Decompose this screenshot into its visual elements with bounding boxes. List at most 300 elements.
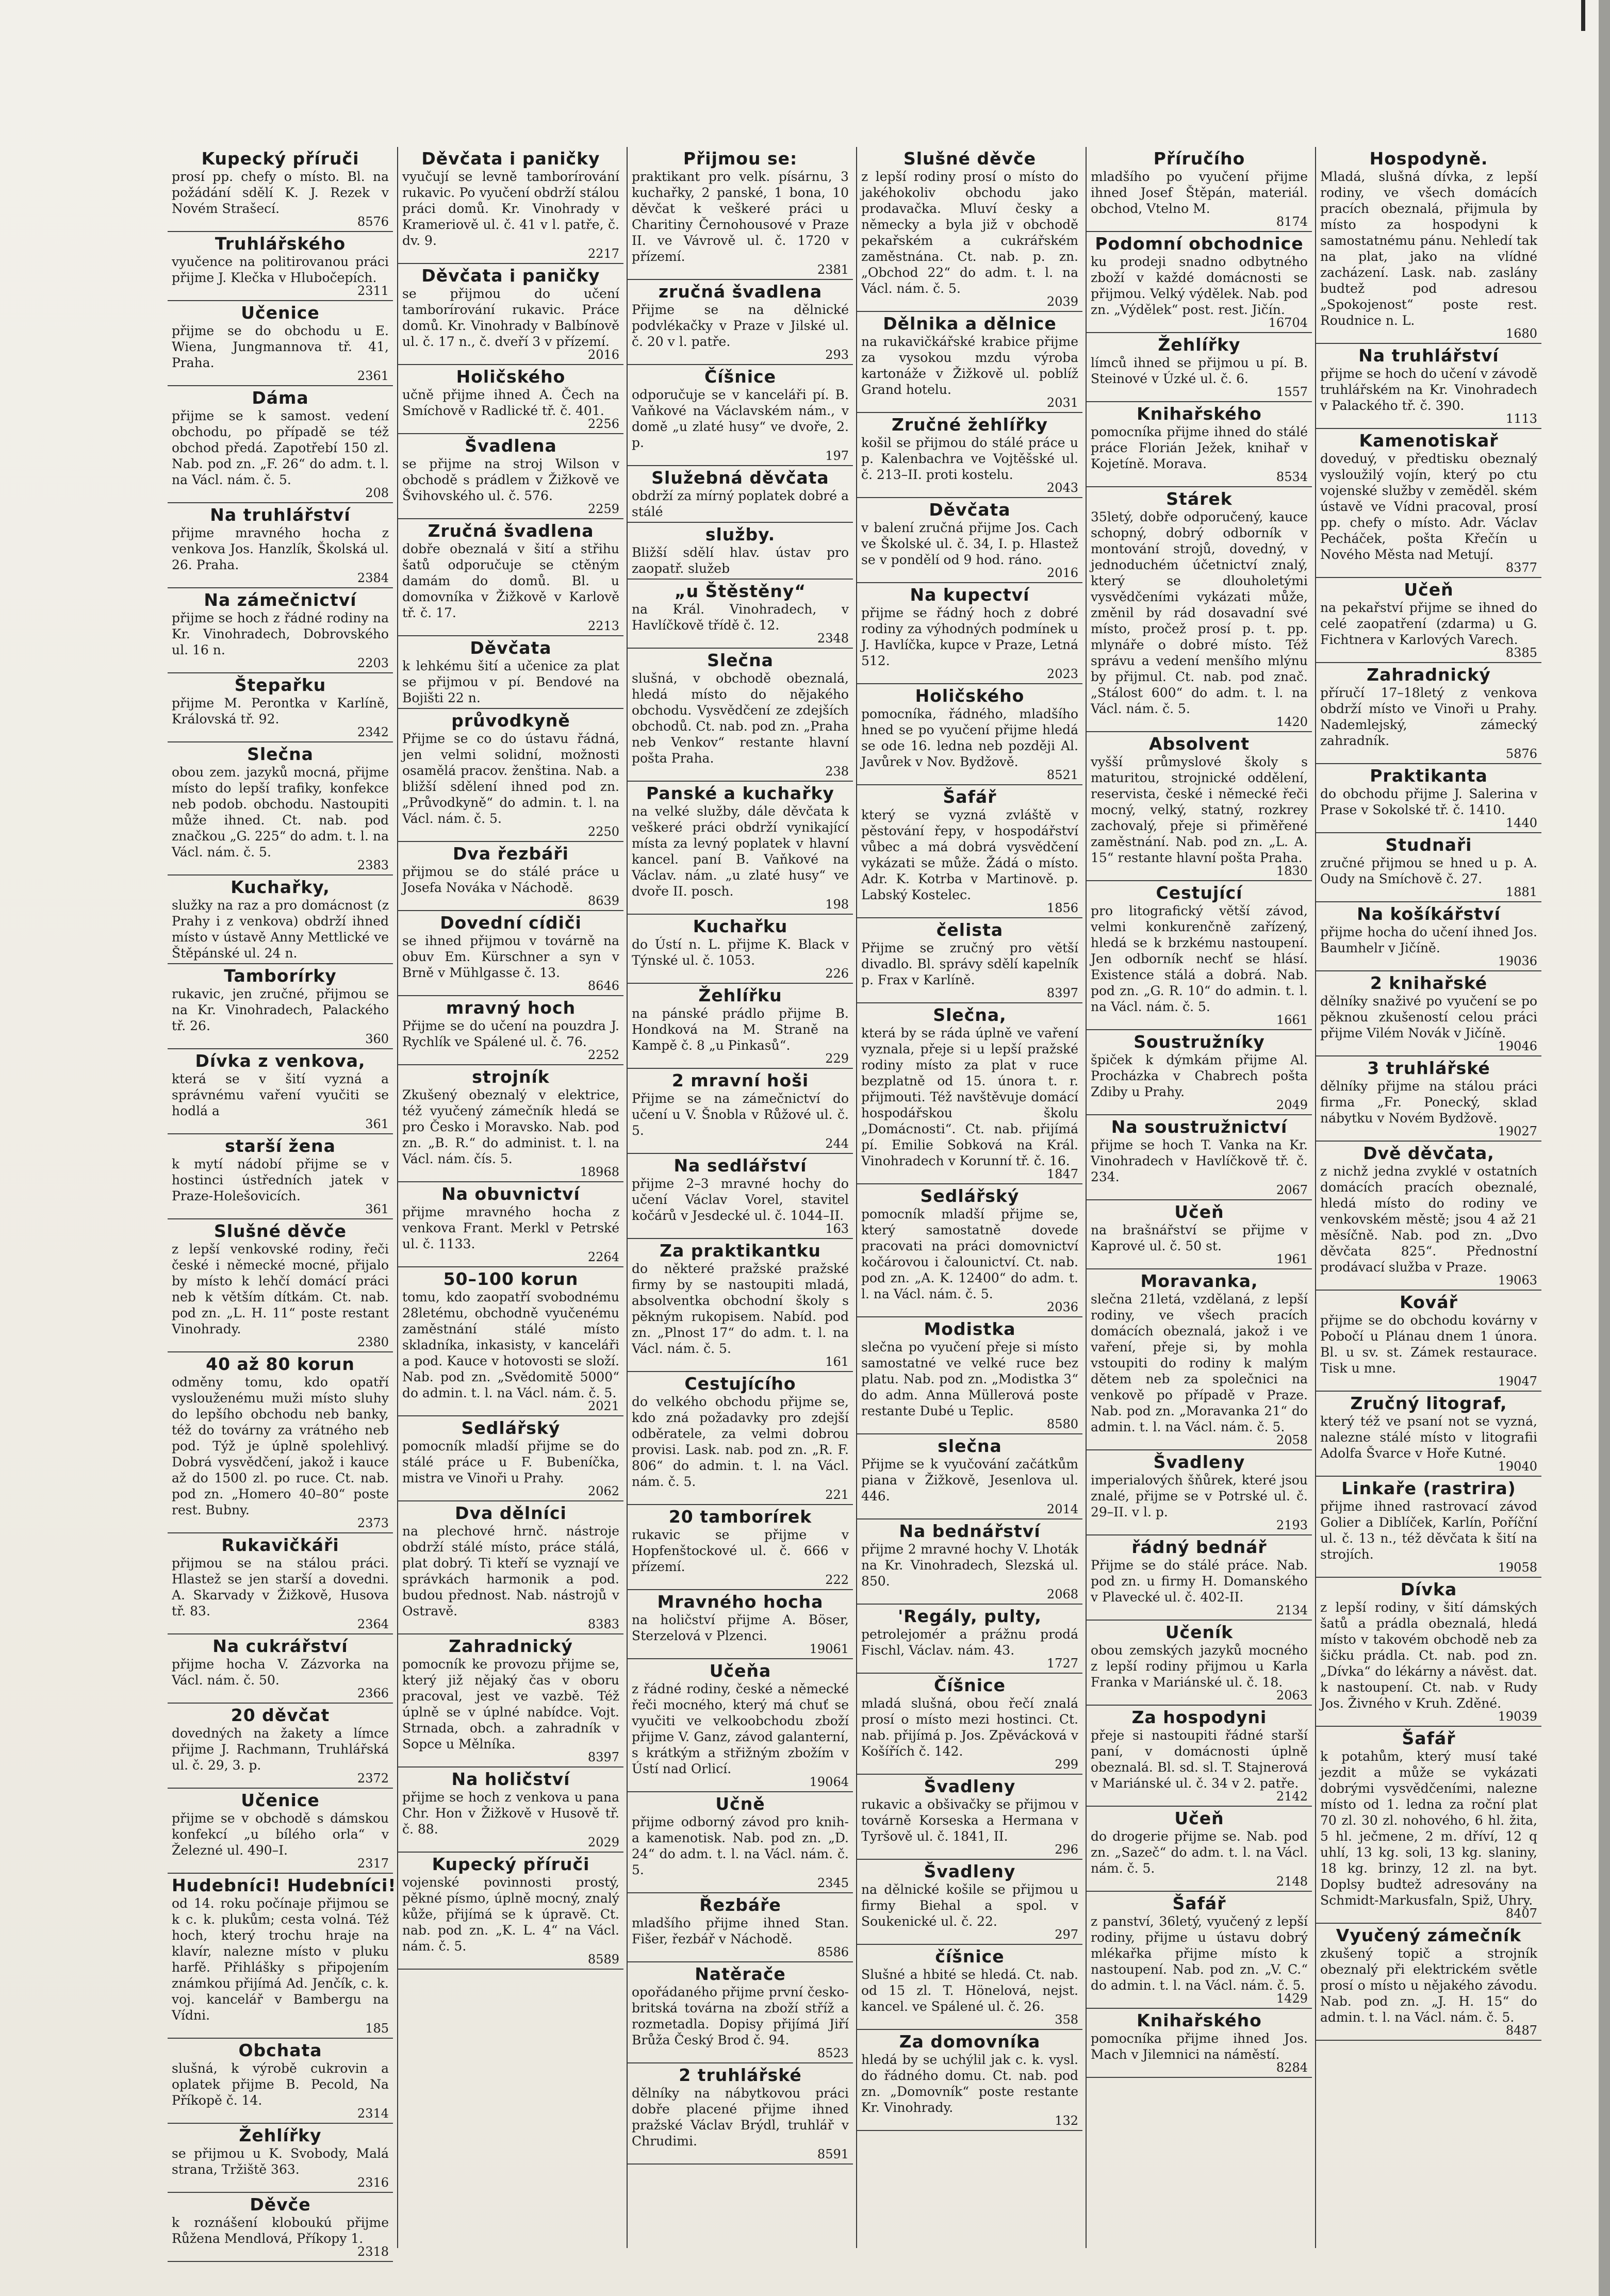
ad-body: mladšího přijme ihned Stan. Fišer, řezbář v Náchodě. bbox=[632, 1915, 849, 1946]
classified-ad bbox=[168, 1134, 393, 1219]
classified-ad bbox=[857, 413, 1082, 498]
classified-ad bbox=[398, 1416, 623, 1501]
ad-body: vyšší průmyslové školy s maturitou, strojnické oddělení, reservista, české i německé řeči mocný, velký, statný, rozkrey zachovalý, přeje si přiměřené zaměstnání. Nab. pod zn. „L. A. 15“ restante hlavní pošta Praha. bbox=[1091, 754, 1308, 865]
ad-body: obou zemských jazyků mocného z lepší rodiny přijmou u Karla Franka v Mariánské ul. č. 18. bbox=[1091, 1643, 1308, 1690]
classified-ad bbox=[1316, 1727, 1541, 1924]
ad-number: 244 bbox=[825, 1136, 849, 1151]
ad-body: opořádaného přijme první česko-britská továrna na zboží stříž a rozmetadla. Dopisy přijímá Jiří Brůža Český Brod č. 94. bbox=[632, 1985, 849, 2047]
ad-body: na brašnářství se přijme v Kaprové ul. č. 50 st. bbox=[1091, 1223, 1308, 1253]
ad-body: Bližší sdělí hlav. ústav pro zaopatř. služeb bbox=[632, 545, 849, 576]
ad-number: 8487 bbox=[1505, 2023, 1537, 2038]
ad-body: na holičství přijme A. Böser, Sterzelová v Plzenci. bbox=[632, 1612, 849, 1643]
ad-heading: mravný hoch bbox=[446, 998, 576, 1018]
ad-body: z nichž jedna zvyklé v ostatních domácích pracích obeznalé, hledá místo do rodiny ve venkovském městě; jsou 4 až 21 měsíčně. Nab. pod zn. „Dvo děvčata 825“. Přednostní prodávací služba v Praze. bbox=[1320, 1164, 1537, 1275]
ad-number: 2036 bbox=[1046, 1300, 1078, 1314]
ad-body: slečna po vyučení přeje si místo samostatné ve velké ruce bez platu. Nab. pod zn. „Modistka 3“ do adm. Anna Müllerová poste restante Dubé u Teplic. bbox=[861, 1340, 1078, 1418]
classified-ad bbox=[398, 365, 623, 434]
ad-number: 1830 bbox=[1276, 864, 1308, 878]
ad-heading: 40 až 80 korun bbox=[206, 1354, 355, 1374]
classified-ad bbox=[168, 1219, 393, 1352]
classified-ad bbox=[628, 280, 853, 365]
classified-ad bbox=[857, 1434, 1082, 1519]
classified-ad bbox=[628, 1590, 853, 1659]
classified-ad bbox=[1316, 578, 1541, 663]
ad-number: 1961 bbox=[1276, 1252, 1308, 1266]
ad-body: přijme hocha V. Zázvorka na Václ. nám. č. 50. bbox=[172, 1657, 389, 1688]
ad-number: 8639 bbox=[587, 894, 619, 908]
ad-number: 198 bbox=[825, 897, 849, 912]
ad-heading: Na sedlářství bbox=[673, 1155, 807, 1176]
ad-body: 35letý, dobře odporučený, kauce schopný, dobrý odborník v montování strojů, dovedný, v jednoduchém účetnictví znalý, který se dlouholetými vysvědčeními vykázati může, změnil by rád dosavadní své místo, pročež prosí p. t. pp. mlynáře o dobré místo. Též správu a vedení menšího mlýnu by přijmul. Ct. nab. pod znač. „Stálost 600“ do adm. t. l. na Václ. nám. č. 5. bbox=[1091, 509, 1308, 716]
ad-heading: Sedlářský bbox=[461, 1418, 561, 1438]
ad-number: 2014 bbox=[1046, 1502, 1078, 1516]
ad-column-6 bbox=[1315, 147, 1541, 2248]
ad-number: 2361 bbox=[357, 369, 389, 383]
classified-ad bbox=[628, 2063, 853, 2165]
ad-number: 8523 bbox=[817, 2046, 849, 2060]
ad-body: dělníky přijme na stálou práci firma „Fr. Ponecký, sklad nábytku v Novém Bydžově. bbox=[1320, 1079, 1537, 1126]
ad-body: vyučují se levně tamborírování rukavic. Po vyučení obdrží stálou práci domů. Kr. Vinohrady v Krameriově ul. č. 41 v l. patře, č. dv. 9. bbox=[402, 169, 619, 248]
classified-ad bbox=[398, 1768, 623, 1853]
ad-body: přijme M. Perontka v Karlíně, Královská tř. 92. bbox=[172, 696, 389, 726]
classified-ad bbox=[398, 636, 623, 709]
ad-number: 2062 bbox=[587, 1484, 619, 1498]
ad-heading: Zručné žehlířky bbox=[891, 415, 1048, 435]
ad-heading: Dva dělníci bbox=[455, 1503, 567, 1523]
ad-number: 2366 bbox=[357, 1686, 389, 1700]
ad-heading: Slušné děvče bbox=[903, 148, 1037, 169]
ad-body: do drogerie přijme se. Nab. pod zn. „Sazeč“ do adm. t. l. na Václ. nám. č. 5. bbox=[1091, 1829, 1308, 1876]
ad-body: doveduý, v předtisku obeznalý vysloužilý vojín, který po ctu vojenské služby v zeměděl. ském ústavě ve Vídni pracoval, prosí pp. chefy o místo. Adr. Václav Pecháček, pošta Křečín u Nového Města nad Metují. bbox=[1320, 451, 1537, 562]
ad-heading: 20 děvčat bbox=[231, 1705, 330, 1725]
ad-body: přijme se hoch z venkova u pana Chr. Hon v Žižkově v Husově tř. č. 88. bbox=[402, 1790, 619, 1837]
ad-heading: Kovář bbox=[1400, 1292, 1458, 1312]
ad-body: dělníky na nábytkovou práci dobře placené přijme ihned pražské Václav Brýdl, truhlář v Chrudimi. bbox=[632, 2086, 849, 2149]
ad-body: rukavic, jen zručné, přijmou se na Kr. Vinohradech, Palackého tř. 26. bbox=[172, 986, 389, 1033]
ad-heading: Učeň bbox=[1174, 1808, 1224, 1828]
ad-body: vojenské povinnosti prostý, pěkné písmo, úplně mocný, znalý kůže, přijímá se k úpravě. Ct. nab. pod zn. „K. L. 4“ na Václ. nám. č. 5. bbox=[402, 1875, 619, 1954]
ad-body: přijme odborný závod pro knih- a kamenotisk. Nab. pod zn. „D. 24“ do adm. t. l. na Václ. nám. č. 5. bbox=[632, 1814, 849, 1877]
classified-ad bbox=[857, 1317, 1082, 1434]
ad-body: Přijme se na dělnické podvlékačky v Praze v Jilské ul. č. 20 v l. patře. bbox=[632, 302, 849, 349]
classified-ad bbox=[628, 523, 853, 580]
ad-body: Slušné a hbité se hledá. Ct. nab. od 15 zl. T. Hönelová, nejst. kancel. ve Spálené ul. č. 26. bbox=[861, 1967, 1078, 2014]
ad-number: 2342 bbox=[357, 725, 389, 739]
ad-heading: Dáma bbox=[252, 388, 309, 408]
ad-number: 2043 bbox=[1046, 481, 1078, 495]
ad-body: přijme ihned rastrovací závod Golier a Diblíček, Karlín, Poříční ul. č. 13 n., též děvčata k šití na strojích. bbox=[1320, 1499, 1537, 1562]
classified-ad bbox=[1316, 344, 1541, 429]
classified-ad bbox=[857, 1184, 1082, 1317]
classified-ad bbox=[1316, 1291, 1541, 1392]
ad-heading: Holičského bbox=[915, 686, 1025, 706]
ad-number: 361 bbox=[365, 1202, 389, 1216]
classified-ad bbox=[168, 1874, 397, 2039]
ad-heading: Knihařského bbox=[1137, 404, 1262, 424]
ad-heading: Na obuvnictví bbox=[441, 1184, 580, 1204]
ad-body: petrolejomér a prážnu prodá Fischl, Václav. nám. 43. bbox=[861, 1627, 1078, 1658]
ad-body: k potahům, který musí také jezdit a může se vykázati dobrými vysvědčeními, nalezne místo od 1. ledna za roční plat 70 zl. 30 zl. nohového, 6 hl. žita, 5 hl. ječmene, 2 m. dříví, 12 q uhlí, 13 kg. soli, 13 kg. slaniny, 18 kg. brinzy, 12 zl. na byt. Doplsy budtež adresovány na Schmidt-Markusfaln, Spiž, Uhry. bbox=[1320, 1749, 1537, 1908]
ad-body: z lepší rodiny, v šití dámských šatů a prádla obeznalá, hledá místo v takovém obchodě neb za šičku prádla. Ct. nab. pod zn. „Dívka“ do lékárny a návěst. dat. k nastoupení. Ct. nab. v Rudy Jos. Živného v Kruh. Zděné. bbox=[1320, 1600, 1537, 1711]
classified-ad bbox=[628, 649, 853, 782]
ad-body: rukavic se přijme v Hopfenštockové ul. č. 666 v přízemí. bbox=[632, 1527, 849, 1574]
ad-heading: starší žena bbox=[225, 1136, 336, 1156]
ad-body: na dělnické košile se přijmou u firmy Biehal a spol. v Soukenické ul. č. 22. bbox=[861, 1882, 1078, 1929]
ad-body: se přijmou do učení tamborírování rukavic. Práce domů. Kr. Vinohrady v Balbínově ul. č. 17 n., č. dveří 3 v přízemí. bbox=[402, 286, 619, 349]
classified-ad bbox=[1316, 971, 1541, 1056]
ad-number: 2311 bbox=[357, 284, 389, 298]
ad-heading: Dělnika a dělnice bbox=[883, 313, 1057, 334]
ad-heading: slečna bbox=[938, 1436, 1002, 1456]
classified-ad bbox=[398, 1501, 623, 1634]
ad-heading: strojník bbox=[472, 1067, 550, 1087]
ad-heading: Natěrače bbox=[695, 1964, 786, 1984]
ad-number: 2068 bbox=[1046, 1587, 1078, 1601]
classified-ad bbox=[1087, 732, 1312, 881]
ad-body: mladá slušná, obou řečí znalá prosí o místo mezi hostinci. Ct. nab. přijímá p. Jos. Zpěvácková v Košířích č. 142. bbox=[861, 1696, 1078, 1759]
ad-number: 2256 bbox=[587, 417, 619, 431]
classified-ad bbox=[1316, 902, 1541, 971]
ad-body: slušná, v obchodě obeznalá, hledá místo do nějakého obchodu. Vysvědčení ze zdejších obchodů. Ct. nab. pod zn. „Praha neb Venkov“ restante hlavní pošta Praha. bbox=[632, 671, 849, 766]
ad-number: 2383 bbox=[357, 858, 389, 872]
ad-body: prosí pp. chefy o místo. Bl. na požádání sdělí K. J. Rezek v Novém Strašecí. bbox=[172, 169, 389, 216]
ad-heading: Na zámečnictví bbox=[204, 590, 357, 610]
classified-ad bbox=[1087, 1535, 1312, 1621]
ad-heading: Děvčata i paničky bbox=[421, 148, 600, 169]
ad-heading: Štepařku bbox=[234, 675, 326, 695]
ad-number: 238 bbox=[825, 764, 849, 779]
ad-number: 296 bbox=[1055, 1842, 1078, 1857]
ad-heading: Šafář bbox=[943, 787, 997, 807]
ad-body: obou zem. jazyků mocná, přijme místo do lepší trafiky, konfekce neb podob. obchodu. Nastoupiti může ihned. Ct. nab. pod značkou „G. 225“ do adm. t. l. na Václ. nám. č. 5. bbox=[172, 765, 389, 860]
classified-ad bbox=[1316, 833, 1541, 902]
ad-body: z lepší rodiny prosí o místo do jakéhokoliv obchodu jako prodavačka. Mluví česky a německy a byla již v obchodě pekařském a cukrářském zaměstnána. Ct. nab. p. zn. „Obchod 22“ do adm. t. l. na Václ. nám. č. 5. bbox=[861, 169, 1078, 296]
classified-ad bbox=[628, 915, 853, 984]
classified-ad bbox=[857, 312, 1082, 413]
classified-ad bbox=[1316, 764, 1541, 833]
classified-ad bbox=[398, 434, 623, 519]
classified-ad bbox=[1316, 1056, 1541, 1142]
ad-heading: Šafář bbox=[1402, 1728, 1456, 1748]
ad-body: pomocník ke provozu přijme se, který již nějaký čas v oboru pracoval, jest ve vazbě. Též úplně se v úplné nabídce. Vojt. Strnada, obch. a zahradník v Sopce u Mělníka. bbox=[402, 1657, 619, 1752]
classified-ad bbox=[628, 1659, 853, 1792]
ad-body: pomocníka přijme ihned Jos. Mach v Jilemnici na náměstí. bbox=[1091, 2031, 1308, 2062]
ad-heading: Učenice bbox=[241, 303, 320, 323]
ad-heading: Zručná švadlena bbox=[428, 521, 594, 541]
ad-body: k mytí nádobí přijme se v hostinci ústředních jatek v Praze-Holešovicích. bbox=[172, 1157, 389, 1203]
classified-ad bbox=[1087, 1621, 1312, 1706]
ad-heading: Soustružníky bbox=[1133, 1032, 1265, 1052]
ad-heading: Slečna bbox=[707, 650, 774, 670]
ad-body: dobře obeznalá v šití a střihu šatů odporučuje se ctěným damám do domů. Bl. u domovníka v Žižkově v Karlově tř. č. 17. bbox=[402, 541, 619, 620]
classified-ad bbox=[1316, 147, 1541, 344]
classified-ad bbox=[398, 1182, 623, 1267]
ad-number: 2213 bbox=[587, 619, 619, 633]
ad-heading: Vyučený zámečník bbox=[1336, 1925, 1522, 1945]
ad-heading: Modistka bbox=[924, 1319, 1016, 1339]
classified-ad bbox=[168, 386, 393, 503]
classified-ad bbox=[628, 984, 853, 1069]
ad-number: 18968 bbox=[580, 1165, 619, 1179]
ad-number: 2314 bbox=[357, 2106, 389, 2121]
ad-body: pomocníka přijme ihned do stálé práce Florián Ježek, knihař v Kojetíně. Morava. bbox=[1091, 424, 1308, 471]
classified-ad bbox=[168, 1634, 393, 1704]
classified-ad bbox=[1316, 429, 1541, 578]
ad-number: 226 bbox=[825, 966, 849, 981]
ad-number: 2016 bbox=[1046, 566, 1078, 580]
ad-body: přijme 2–3 mravné hochy do učení Václav Vorel, stavitel kočárů v Jesdecké ul. č. 1044–II. bbox=[632, 1176, 849, 1223]
ad-heading: Na holičství bbox=[451, 1769, 570, 1789]
ad-heading: Moravanka, bbox=[1140, 1271, 1258, 1291]
classified-ad bbox=[628, 466, 853, 523]
ad-body: na pánské prádlo přijme B. Hondková na M. Straně na Kampě č. 8 „u Pinkasů“. bbox=[632, 1006, 849, 1053]
ad-heading: Děvče bbox=[250, 2194, 311, 2215]
ad-body: přijme hocha do učení ihned Jos. Baumhelr v Jičíně. bbox=[1320, 924, 1537, 955]
classified-ad bbox=[1087, 487, 1312, 732]
classified-ad bbox=[168, 2193, 393, 2262]
ad-body: na rukavičkářské krabice přijme za vysokou mzdu výroba kartonáže v Žižkově ul. poblíž Grand hotelu. bbox=[861, 334, 1078, 397]
ad-heading: 2 mravní hoši bbox=[671, 1070, 809, 1091]
classified-ad bbox=[628, 1154, 853, 1239]
ad-number: 8576 bbox=[357, 214, 389, 229]
ad-number: 1420 bbox=[1276, 715, 1308, 729]
ad-body: Přijme se na zámečnictví do učení u V. Šnobla v Růžové ul. č. 5. bbox=[632, 1091, 849, 1138]
ad-heading: Na cukrářství bbox=[212, 1636, 348, 1656]
ad-heading: Učeňa bbox=[709, 1661, 771, 1681]
ad-number: 1680 bbox=[1505, 326, 1537, 341]
classified-ad bbox=[398, 1634, 623, 1768]
ad-number: 1440 bbox=[1505, 816, 1537, 830]
classified-ad bbox=[1316, 1578, 1541, 1727]
ad-body: přeje si nastoupiti řádné starší paní, v domácnosti úplně obeznalá. Bl. sd. sl. T. Stajnerová v Mariánské ul. č. 34 v 2. patře. bbox=[1091, 1728, 1308, 1791]
ad-body: se ihned přijmou v továrně na obuv Em. Kürschner a syn v Brně v Mühlgasse č. 13. bbox=[402, 933, 619, 980]
classified-ad bbox=[398, 264, 623, 365]
classified-ad bbox=[1087, 1807, 1312, 1892]
ad-number: 2193 bbox=[1276, 1518, 1308, 1532]
ad-heading: Za praktikantku bbox=[660, 1241, 821, 1261]
ad-heading: 2 truhlářské bbox=[679, 2065, 802, 2085]
classified-ad bbox=[857, 785, 1082, 918]
classified-ad bbox=[1087, 1706, 1312, 1807]
ad-number: 2217 bbox=[587, 246, 619, 261]
ad-body: slečna 21letá, vzdělaná, z lepší rodiny, ve všech pracích domácích obeznalá, jakož i ve vaření, přeje si, by mohla vstoupiti do rodiny k malým dětem neb za společnici na venkově po případě v Praze. Nab. pod zn. „Moravanka 21“ do admin. t. l. na Václ. nám. č. 5. bbox=[1091, 1292, 1308, 1434]
classified-ad bbox=[1087, 333, 1312, 402]
ad-number: 2031 bbox=[1046, 395, 1078, 410]
ad-number: 1847 bbox=[1046, 1167, 1078, 1181]
ad-number: 8646 bbox=[587, 979, 619, 993]
ad-body: který též ve psaní not se vyzná, nalezne stálé místo v litografii Adolfa Švarce v Hoře Kutné. bbox=[1320, 1414, 1537, 1461]
ad-number: 2250 bbox=[587, 824, 619, 839]
ad-number: 5876 bbox=[1505, 747, 1537, 761]
ad-heading: 'Regály, pulty, bbox=[898, 1606, 1042, 1626]
ad-number: 221 bbox=[825, 1488, 849, 1502]
ad-body: přijme se do obchodu u E. Wiena, Jungmannova tř. 41, Praha. bbox=[172, 323, 389, 370]
ad-number: 299 bbox=[1055, 1757, 1078, 1772]
ad-body: praktikant pro velk. písárnu, 3 kuchařky, 2 panské, 1 bona, 10 děvčat k veškeré práci u Charitiny Černohousové v Praze II. ve Vávrově ul. č. 1720 v přízemí. bbox=[632, 169, 849, 264]
ad-number: 185 bbox=[365, 2021, 389, 2036]
classified-ad bbox=[1087, 1115, 1312, 1200]
ad-heading: Žehlířky bbox=[1158, 335, 1241, 355]
ad-heading: Kuchařku bbox=[693, 916, 788, 936]
ad-number: 361 bbox=[365, 1117, 389, 1131]
ad-number: 2058 bbox=[1276, 1433, 1308, 1447]
ad-heading: Slečna, bbox=[933, 1005, 1007, 1025]
classified-ad bbox=[1087, 1200, 1312, 1269]
ad-heading: Dívka bbox=[1400, 1579, 1457, 1599]
classified-ad bbox=[168, 876, 393, 964]
ad-body: ku prodeji snadno odbytného zboží v každé domácnosti se přijmou. Velký výdělek. Nab. pod zn. „Výdělek“ post. rest. Jičín. bbox=[1091, 254, 1308, 317]
classified-ad bbox=[628, 1069, 853, 1154]
classified-ad bbox=[1087, 1892, 1312, 2009]
ad-heading: Studnaři bbox=[1385, 835, 1472, 855]
ad-heading: Učně bbox=[715, 1794, 765, 1814]
ad-body: přijme se k samost. vedení obchodu, po případě se též obchod předá. Zapotřebí 150 zl. Nab. pod zn. „F. 26“ do adm. t. l. na Václ. nám. č. 5. bbox=[172, 408, 389, 487]
ad-body: odporučuje se v kanceláři pí. B. Vaňkové na Václavském nám., v domě „u zlaté husy“ ve dvoře, 2. p. bbox=[632, 387, 849, 450]
ad-number: 8591 bbox=[817, 2147, 849, 2161]
ad-body: přijme se do obchodu kovárny v Pobočí u Plánau dnem 1 února. Bl. u sv. st. Zámek restaurace. Tisk u mne. bbox=[1320, 1313, 1537, 1376]
classified-ad bbox=[398, 709, 623, 842]
ad-heading: Truhlářského bbox=[215, 234, 346, 254]
ad-heading: 20 tamborírek bbox=[668, 1507, 812, 1527]
ad-body: dovedných na žakety a límce přijme J. Rachmann, Truhlářská ul. č. 29, 3. p. bbox=[172, 1726, 389, 1773]
ad-heading: Absolvent bbox=[1149, 734, 1250, 754]
ad-heading: Na kupectví bbox=[910, 585, 1030, 605]
ad-heading: Děvčata bbox=[470, 638, 552, 658]
ad-number: 132 bbox=[1055, 2113, 1078, 2128]
ad-heading: Číšnice bbox=[934, 1675, 1006, 1695]
ad-body: příručí 17–18letý z venkova obdrží místo ve Vinoři u Prahy. Nademlejský, zámecký zahradník. bbox=[1320, 685, 1537, 748]
ad-heading: Linkaře (rastrira) bbox=[1341, 1478, 1516, 1498]
ad-body: dělníky snaživé po vyučení se po pěknou zkušeností celou práci přijme Vilém Novák v Jičíně. bbox=[1320, 994, 1537, 1040]
ad-body: přijme se hoch do učení v závodě truhlářském na Kr. Vinohradech v Palackého tř. č. 390. bbox=[1320, 366, 1537, 413]
ad-body: imperialových šňůrek, které jsou znalé, přijme se v Potrské ul. č. 29–II. v l. p. bbox=[1091, 1473, 1308, 1519]
ad-number: 8534 bbox=[1276, 470, 1308, 484]
ad-body: přijme se hoch z řádné rodiny na Kr. Vinohradech, Dobrovského ul. 16 n. bbox=[172, 610, 389, 657]
ad-number: 2023 bbox=[1046, 667, 1078, 681]
ad-body: Přijme se do stálé práce. Nab. pod zn. u firmy H. Domanského v Plavecké ul. č. 402-II. bbox=[1091, 1558, 1308, 1605]
classified-ad bbox=[168, 1789, 393, 1874]
ad-body: do některé pražské pražské firmy by se nastoupiti mladá, absolventka obchodní školy s pěkným rukopisem. Nabíd. pod zn. „Plnost 17“ do adm. t. l. na Václ. nám. č. 5. bbox=[632, 1261, 849, 1356]
ad-number: 297 bbox=[1055, 1927, 1078, 1942]
ad-heading: Za hospodyni bbox=[1131, 1707, 1267, 1727]
ad-heading: řádný bednář bbox=[1131, 1537, 1267, 1557]
ad-number: 161 bbox=[825, 1355, 849, 1369]
ad-number: 2148 bbox=[1276, 1874, 1308, 1889]
classified-ad bbox=[398, 1065, 623, 1182]
classified-ad bbox=[398, 519, 623, 636]
ad-number: 2039 bbox=[1046, 294, 1078, 309]
ad-body: špiček k dýmkám přijme Al. Procházka v Chabrech pošta Zdiby u Prahy. bbox=[1091, 1052, 1308, 1099]
classified-ad bbox=[1087, 2009, 1312, 2078]
ad-body: Zkušený obeznalý v elektrice, též vyučený zámečník hledá se pro Česko i Moravsko. Nab. pod zn. „B. R.“ do administ. t. l. na Václ. nám. čís. 5. bbox=[402, 1087, 619, 1166]
ad-body: přijme 2 mravné hochy V. Lhoták na Kr. Vinohradech, Slezská ul. 850. bbox=[861, 1542, 1078, 1589]
classified-ad bbox=[1316, 663, 1541, 764]
ad-number: 360 bbox=[365, 1032, 389, 1046]
classified-ad bbox=[628, 1962, 853, 2063]
classified-ad bbox=[628, 782, 853, 915]
classified-ad bbox=[628, 1505, 853, 1590]
ad-number: 2317 bbox=[357, 1856, 389, 1871]
classified-ad bbox=[168, 673, 393, 742]
classified-ad bbox=[168, 588, 393, 673]
ad-body: přijme mravného hocha z venkova Frant. Merkl v Petrské ul. č. 1133. bbox=[402, 1204, 619, 1251]
ad-number: 19058 bbox=[1498, 1560, 1537, 1575]
ad-number: 8397 bbox=[1046, 986, 1078, 1000]
classified-ad bbox=[857, 684, 1082, 785]
ad-number: 1661 bbox=[1276, 1013, 1308, 1027]
ad-column-4 bbox=[856, 147, 1082, 2248]
ad-number: 2203 bbox=[357, 656, 389, 670]
ad-body: Přijme se do učení na pouzdra J. Rychlík ve Spálené ul. č. 76. bbox=[402, 1018, 619, 1049]
classified-ad bbox=[168, 1704, 393, 1789]
ad-body: přijmou se do stálé práce u Josefa Nováka v Náchodě. bbox=[402, 864, 619, 895]
ad-heading: Švadleny bbox=[924, 1861, 1016, 1881]
ad-number: 2381 bbox=[817, 262, 849, 277]
classified-ad bbox=[1087, 232, 1312, 333]
ad-heading: Hospodyně. bbox=[1369, 148, 1488, 169]
ad-heading: Sedlářský bbox=[920, 1186, 1020, 1206]
ad-heading: Kuchařky, bbox=[231, 877, 330, 897]
ad-heading: Zahradnický bbox=[449, 1636, 573, 1656]
classified-ad bbox=[398, 147, 623, 264]
ad-heading: Na soustružnictví bbox=[1111, 1117, 1288, 1137]
ad-body: přijme se hoch T. Vanka na Kr. Vinohradech v Havlíčkově tř. č. 234. bbox=[1091, 1137, 1308, 1184]
ad-body: která by se ráda úplně ve vaření vyznala, přeje si u lepší pražské rodiny místo za plat v ruce bezplatně od 15. února t. r. přijmouti. Též navštěvuje domácí hospodářskou školu „Domácnosti“. Ct. nab. přijímá pí. Emilie Sobková na Král. Vinohradech v Korunní tř. č. 16. bbox=[861, 1026, 1078, 1168]
classified-ad bbox=[398, 911, 623, 996]
ad-number: 2264 bbox=[587, 1250, 619, 1264]
ad-body: přijme mravného hocha z venkova Jos. Hanzlík, Školská ul. 26. Praha. bbox=[172, 525, 389, 572]
ad-heading: Šafář bbox=[1172, 1893, 1226, 1913]
ad-heading: Panské a kuchařky bbox=[646, 783, 834, 803]
ad-body: pomocník mladší přijme se, který samostatně dovede pracovati na práci domovnictví kočárovou i čalounictví. Ct. nab. pod zn. „A. K. 12400“ do adm. t. l. na Václ. nám. č. 5. bbox=[861, 1207, 1078, 1301]
ad-number: 2067 bbox=[1276, 1183, 1308, 1197]
classified-ad bbox=[857, 1519, 1082, 1605]
ad-number: 19036 bbox=[1498, 954, 1537, 968]
ad-heading: čelista bbox=[936, 920, 1004, 940]
classified-ad bbox=[857, 1860, 1082, 1945]
ad-heading: číšnice bbox=[935, 1946, 1005, 1967]
ad-body: do Ústí n. L. přijme K. Black v Týnské ul. č. 1053. bbox=[632, 937, 849, 968]
classified-ad bbox=[1087, 147, 1312, 232]
ad-heading: Za domovníka bbox=[899, 2031, 1041, 2052]
ad-heading: Praktikanta bbox=[1370, 766, 1488, 786]
ad-number: 16704 bbox=[1268, 316, 1308, 330]
ad-body: Mladá, slušná dívka, z lepší rodiny, ve všech domácích pracích obeznalá, přijmula by místo za hospodyni k samostatnému pánu. Nehledí tak na plat, jako na vlídné zacházení. Lask. nab. zaslány budtež pod adresou „Spokojenost“ poste rest. Roudnice n. L. bbox=[1320, 169, 1537, 328]
ad-number: 2029 bbox=[587, 1835, 619, 1849]
ad-column-2 bbox=[397, 147, 623, 2248]
classified-ad bbox=[1087, 1269, 1312, 1450]
ad-number: 19047 bbox=[1498, 1374, 1537, 1389]
classified-ad bbox=[1316, 1142, 1541, 1291]
ad-heading: Příručího bbox=[1153, 148, 1245, 169]
ad-number: 19046 bbox=[1498, 1039, 1537, 1053]
ad-number: 2316 bbox=[357, 2175, 389, 2190]
ad-heading: Obchata bbox=[238, 2040, 322, 2060]
ad-column-1 bbox=[168, 147, 397, 2259]
ad-heading: Švadleny bbox=[924, 1776, 1016, 1796]
classified-ad bbox=[857, 918, 1082, 1003]
ad-number: 1881 bbox=[1505, 885, 1537, 899]
classified-ad bbox=[628, 1372, 853, 1505]
ad-body: přijmou se na stálou práci. Hlastež se jen starší a dovedni. A. Skarvady v Žižkově, Husova tř. 83. bbox=[172, 1556, 389, 1618]
ad-heading: Na košíkářství bbox=[1357, 904, 1501, 924]
classified-ad bbox=[398, 842, 623, 911]
ad-heading: Rukavičkáři bbox=[221, 1535, 339, 1555]
ad-body: se přijme na stroj Wilson v obchodě s prádlem v Žižkově ve Švihovského ul. č. 576. bbox=[402, 456, 619, 503]
ad-heading: Děvčata bbox=[929, 500, 1011, 520]
ad-heading: Cestující bbox=[1156, 883, 1243, 903]
classified-ad bbox=[857, 583, 1082, 684]
